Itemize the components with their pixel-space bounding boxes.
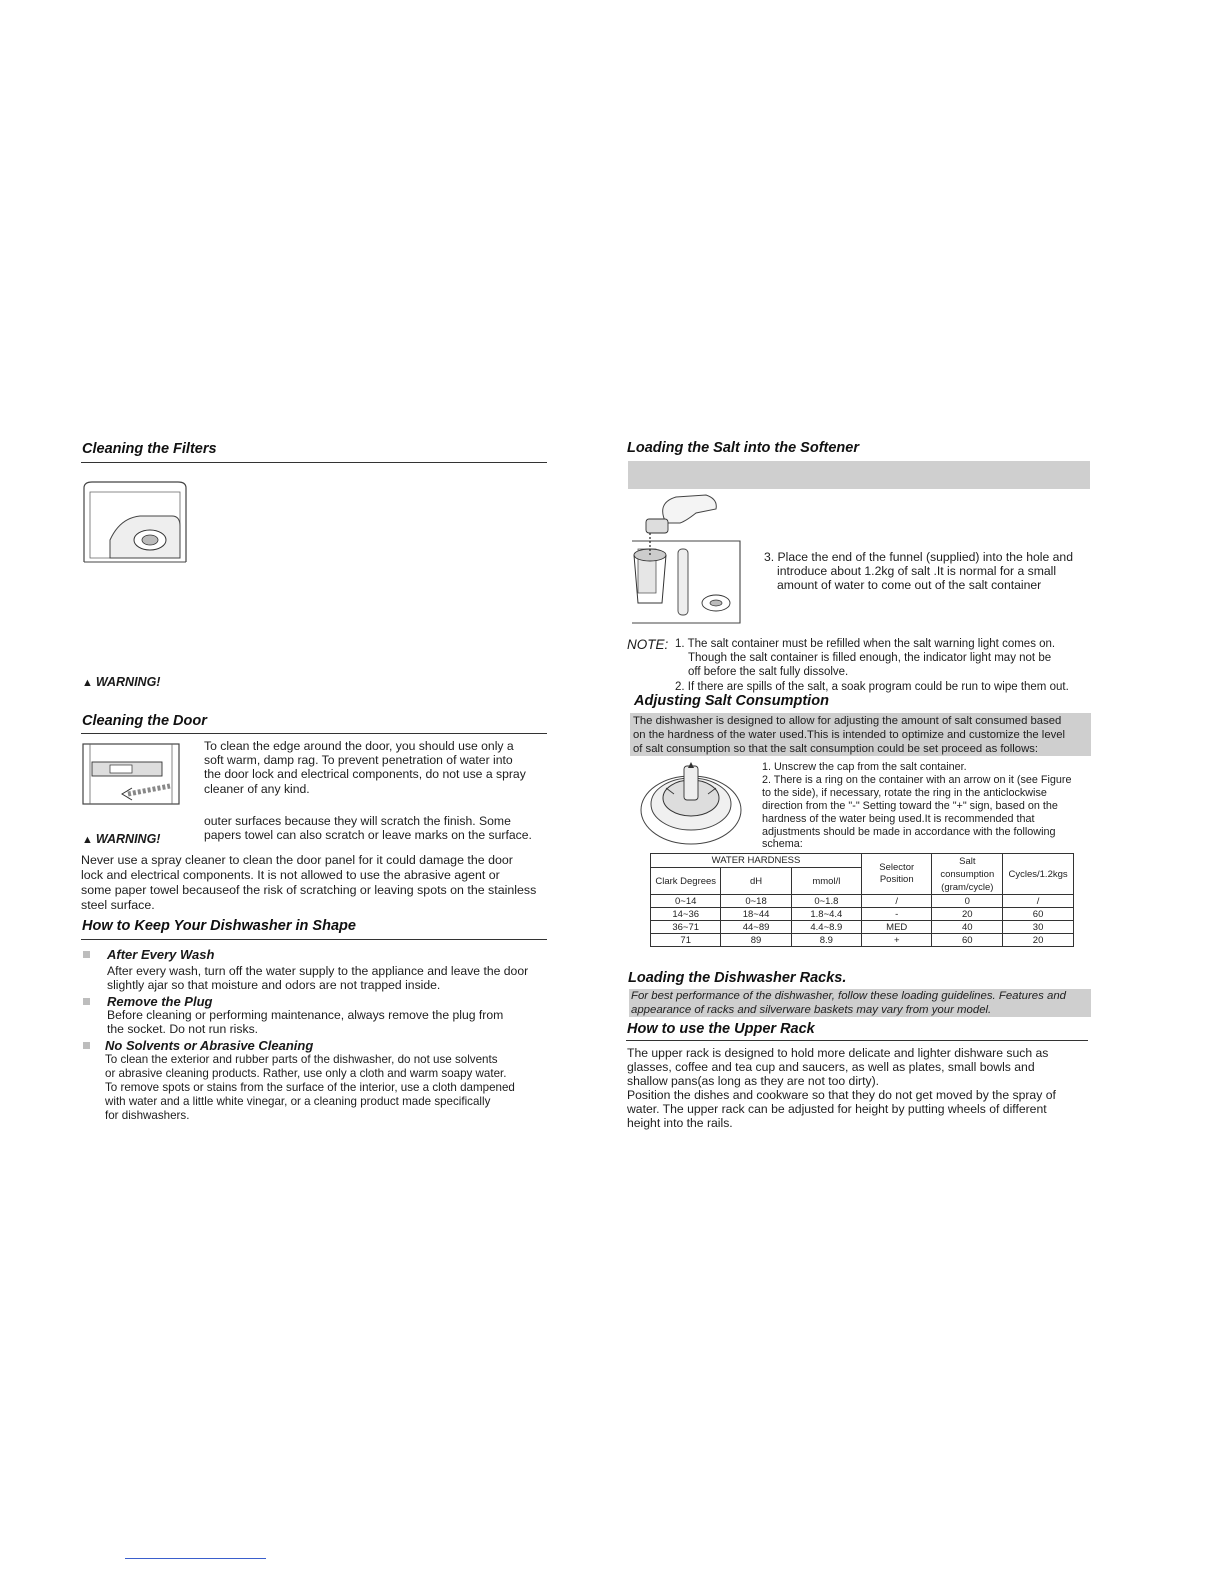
item-line: slightly ajar so that moisture and odors are not trapped inside.: [107, 978, 441, 993]
salt-step3-line: introduce about 1.2kg of salt .It is normal for a small: [777, 564, 1057, 579]
item-title-remove-plug: Remove the Plug: [107, 994, 213, 1009]
table-cell: 71: [651, 934, 721, 947]
table-cell: /: [1003, 895, 1074, 908]
door-para1-line: To clean the edge around the door, you should use only a: [204, 739, 514, 753]
upper-rack-body: [627, 1046, 1056, 1130]
upper-rack-line: shallow pans(as long as they are not too dirty).: [627, 1074, 880, 1088]
filters-title: Cleaning the Filters: [82, 441, 217, 457]
door-para2: [204, 814, 532, 842]
shape-title: How to Keep Your Dishwasher in Shape: [82, 918, 356, 934]
salt-step3-line: amount of water to come out of the salt container: [777, 578, 1042, 593]
door-para3: [81, 853, 536, 913]
upper-rack-line: The upper rack is designed to hold more delicate and lighter dishware such as: [627, 1046, 1049, 1060]
door-para2-line: papers towel can also scratch or leave marks on the surface.: [204, 828, 532, 843]
upper-rack-title-rule: [626, 1040, 1088, 1041]
table-cell: 60: [1003, 908, 1074, 921]
water-hardness-table: [650, 853, 1074, 947]
adjust-title: Adjusting Salt Consumption: [634, 693, 829, 709]
table-cell: 40: [932, 921, 1003, 934]
door-para1-line: the door lock and electrical components, do not use a spray: [204, 767, 526, 782]
adjust-step-line: 1. Unscrew the cap from the salt container.: [762, 761, 967, 773]
table-cell: 1.8~4.4: [791, 908, 861, 921]
salt-ring-illustration: [636, 760, 746, 848]
item-line: the socket. Do not run risks.: [107, 1022, 259, 1037]
adjust-step-line: schema:: [762, 838, 803, 851]
door-illustration: [80, 740, 185, 810]
note-line: off before the salt fully dissolve.: [688, 666, 849, 679]
warning-icon: ▲: [82, 834, 93, 846]
table-header-clark: Clark Degrees: [651, 868, 721, 895]
table-cell: 4.4~8.9: [791, 921, 861, 934]
table-header-line: Position: [879, 874, 914, 885]
table-header-line: consumption: [940, 868, 995, 880]
item-line: for dishwashers.: [105, 1109, 190, 1122]
table-cell: 0: [932, 895, 1003, 908]
table-cell: 36~71: [651, 921, 721, 934]
door-para3-line: lock and electrical components. It is not allowed to use the abrasive agent or: [81, 868, 500, 882]
table-cell: 20: [1003, 934, 1074, 947]
adjust-step-line: 2. There is a ring on the container with an arrow on it (see Figure: [762, 773, 1072, 786]
upper-rack-line: water. The upper rack can be adjusted for height by putting wheels of different: [627, 1102, 1047, 1116]
adjust-intro: [633, 714, 1065, 756]
footer-link-underline: [125, 1558, 266, 1559]
table-header-cycles: Cycles/1.2kgs: [1003, 854, 1074, 895]
warning-icon: ▲: [82, 677, 93, 689]
table-cell: 44~89: [721, 921, 791, 934]
salt-step3: [764, 550, 1073, 593]
door-para1-line: soft warm, damp rag. To prevent penetration of water into: [204, 753, 513, 768]
item-body-no-solvents: [105, 1053, 515, 1123]
upper-rack-line: Position the dishes and cookware so that they do not get moved by the spray of: [627, 1088, 1056, 1102]
table-cell: 20: [932, 908, 1003, 921]
door-warning-label: WARNING!: [95, 832, 161, 846]
table-group-header: WATER HARDNESS: [651, 854, 862, 868]
adjust-steps: [762, 761, 1071, 851]
item-line: After every wash, turn off the water supply to the appliance and leave the door: [107, 964, 529, 978]
table-header-dh: dH: [721, 868, 791, 895]
note-line: 1. The salt container must be refilled when the salt warning light comes on.: [675, 638, 1056, 650]
bullet-square: [83, 998, 90, 1005]
filters-title-rule: [81, 462, 547, 463]
adjust-step-line: adjustments should be made in accordance with the following: [762, 825, 1056, 838]
table-header-line: Selector: [879, 862, 915, 873]
item-line: with water and a little white vinegar, or a cleaning product made specifically: [105, 1095, 491, 1108]
table-header-line: Salt: [959, 855, 976, 867]
item-title-no-solvents: No Solvents or Abrasive Cleaning: [105, 1038, 314, 1053]
racks-title: Loading the Dishwasher Racks.: [628, 970, 847, 986]
item-line: or abrasive cleaning products. Rather, use only a cloth and warm soapy water.: [105, 1067, 507, 1080]
table-cell: +: [862, 934, 932, 947]
salt-step3-line: 3. Place the end of the funnel (supplied) into the hole and: [764, 550, 1073, 564]
table-cell: 18~44: [721, 908, 791, 921]
table-cell: 8.9: [791, 934, 861, 947]
racks-intro: [631, 989, 1066, 1017]
table-header-selector: [862, 854, 932, 895]
table-header-mmol: mmol/l: [791, 868, 861, 895]
door-para3-line: steel surface.: [81, 898, 155, 912]
racks-intro-line: appearance of racks and silverware baskets may vary from your model.: [631, 1004, 992, 1016]
table-cell: -: [862, 908, 932, 921]
shape-title-rule: [81, 939, 547, 940]
door-para2-line: outer surfaces because they will scratch the finish. Some: [204, 814, 511, 828]
adjust-step-line: direction from the "-" Setting toward the "+" sign, based on the: [762, 799, 1058, 812]
adjust-step-line: hardness of the water being used.It is recommended that: [762, 812, 1035, 825]
table-cell: /: [862, 895, 932, 908]
table-cell: 14~36: [651, 908, 721, 921]
door-para1: [204, 739, 526, 796]
salt-notes: [675, 637, 1069, 694]
table-cell: 60: [932, 934, 1003, 947]
door-title-rule: [81, 733, 547, 734]
upper-rack-line: height into the rails.: [627, 1116, 733, 1130]
table-cell: 0~1.8: [791, 895, 861, 908]
table-cell: 89: [721, 934, 791, 947]
table-cell: 0~18: [721, 895, 791, 908]
adjust-intro-line: of salt consumption so that the salt consumption could be set proceed as follows:: [633, 743, 1039, 755]
note-label: NOTE:: [627, 637, 669, 652]
item-title-after-every-wash: After Every Wash: [107, 947, 215, 962]
adjust-step-line: to the side), if necessary, rotate the ring in the anticlockwise: [762, 786, 1047, 799]
bullet-square: [83, 951, 90, 958]
table-row: [651, 908, 1074, 921]
door-title: Cleaning the Door: [82, 713, 207, 729]
table-header-line: (gram/cycle): [941, 881, 994, 893]
adjust-intro-line: The dishwasher is designed to allow for adjusting the amount of salt consumed based: [633, 715, 1062, 727]
table-row: [651, 921, 1074, 934]
filters-warning: [82, 675, 160, 689]
filter-illustration: [80, 480, 190, 570]
bullet-square: [83, 1042, 90, 1049]
racks-intro-line: For best performance of the dishwasher, follow these loading guidelines. Features and: [631, 990, 1066, 1002]
item-line: Before cleaning or performing maintenance, always remove the plug from: [107, 1008, 504, 1022]
salt-title: Loading the Salt into the Softener: [627, 440, 859, 456]
upper-rack-title: How to use the Upper Rack: [627, 1021, 815, 1037]
item-line: To clean the exterior and rubber parts of the dishwasher, do not use solvents: [105, 1053, 498, 1066]
table-cell: 30: [1003, 921, 1074, 934]
table-row: [651, 934, 1074, 947]
door-warning: [82, 832, 160, 846]
note-line: 2. If there are spills of the salt, a soak program could be run to wipe them out.: [675, 680, 1069, 693]
item-line: To remove spots or stains from the surface of the interior, use a cloth dampened: [105, 1081, 515, 1094]
table-cell: 0~14: [651, 895, 721, 908]
filters-warning-label: WARNING!: [95, 675, 161, 689]
item-body-remove-plug: [107, 1008, 503, 1036]
table-cell: MED: [862, 921, 932, 934]
table-row: [651, 895, 1074, 908]
door-para3-line: some paper towel becauseof the risk of scratching or leaving spots on the stainless: [81, 883, 537, 897]
note-line: Though the salt container is filled enough, the indicator light may not be: [688, 652, 1052, 665]
salt-highlight-bar: [628, 461, 1090, 489]
upper-rack-line: glasses, coffee and tea cup and saucers, as well as plates, small bowls and: [627, 1060, 1035, 1074]
item-body-after-every-wash: [107, 964, 528, 992]
door-para1-line: cleaner of any kind.: [204, 781, 310, 796]
adjust-intro-line: on the hardness of the water used.This is intended to optimize and customize the level: [633, 729, 1066, 741]
door-para3-line: Never use a spray cleaner to clean the door panel for it could damage the door: [81, 853, 513, 867]
salt-funnel-illustration: [626, 493, 746, 625]
table-header-salt: [932, 854, 1003, 895]
